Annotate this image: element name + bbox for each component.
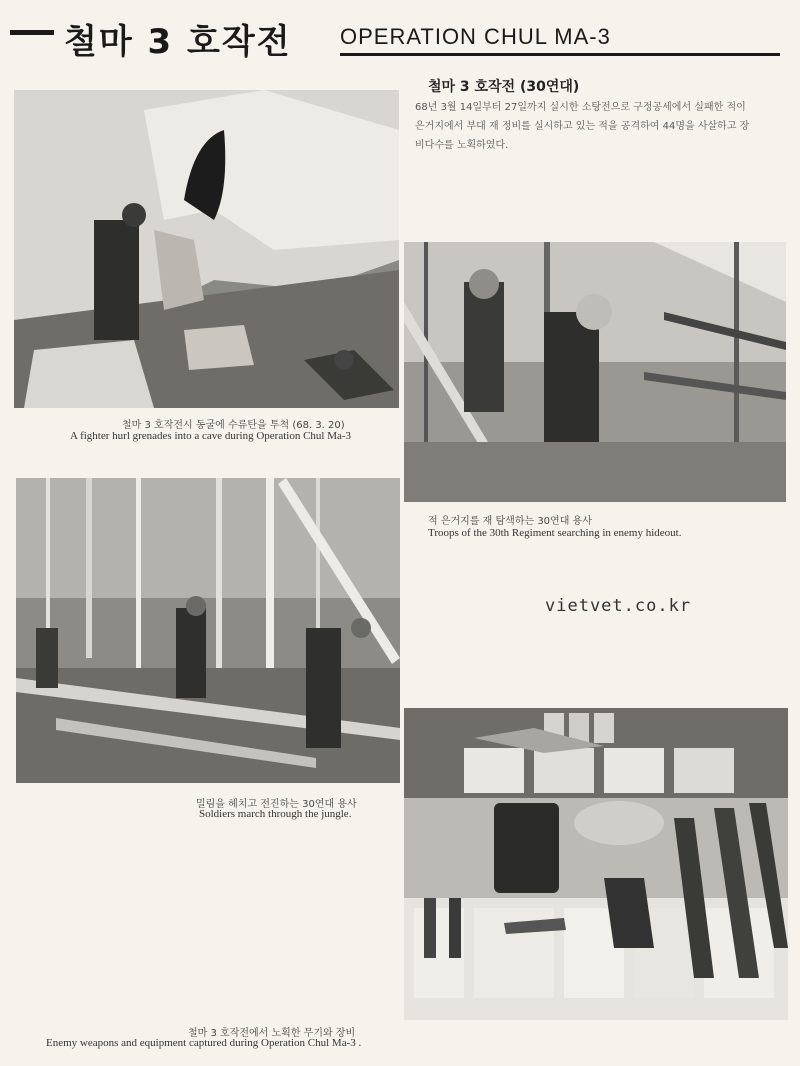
page-title-korean: 철마 3 호작전 xyxy=(64,22,292,62)
caption-ko-3: 밀림을 헤치고 전진하는 30연대 용사 xyxy=(196,799,357,810)
photo-cave-grenade xyxy=(14,90,399,408)
caption-en-1: A fighter hurl grenades into a cave during Operation Chul Ma-3 xyxy=(70,430,352,442)
header-rule xyxy=(340,53,780,56)
caption-en-2: Troops of the 30th Regiment searching in enemy hideout. xyxy=(428,527,682,539)
caption-en-4: Enemy weapons and equipment captured during Operation Chul Ma-3 . xyxy=(46,1037,362,1049)
photo-jungle-march xyxy=(16,478,400,783)
caption-ko-2: 적 은거지를 재 탐색하는 30연대 용사 xyxy=(428,516,592,527)
header-dash xyxy=(10,30,54,35)
page-title-english: OPERATION CHUL MA-3 xyxy=(340,24,611,49)
site-watermark: vietvet.co.kr xyxy=(545,596,692,616)
intro-title: 철마 3 호작전 (30연대) xyxy=(428,79,580,95)
photo-captured-weapons xyxy=(404,708,788,1020)
caption-ko-1: 철마 3 호작전시 동굴에 수류탄을 투척 (68. 3. 20) xyxy=(122,420,345,431)
caption-ko-4: 철마 3 호작전에서 노획한 무기와 장비 xyxy=(188,1028,356,1039)
intro-body: 68년 3월 14일부터 27일까지 실시한 소탕전으로 구정공세에서 실패한 적이 은거지에서 부대 재 정비를 실시하고 있는 적을 공격하여 44명을 사살하고 장비다수를 노획하였다. xyxy=(415,102,750,151)
photo-hideout-search xyxy=(404,242,786,502)
caption-en-3: Soldiers march through the jungle. xyxy=(199,808,352,820)
